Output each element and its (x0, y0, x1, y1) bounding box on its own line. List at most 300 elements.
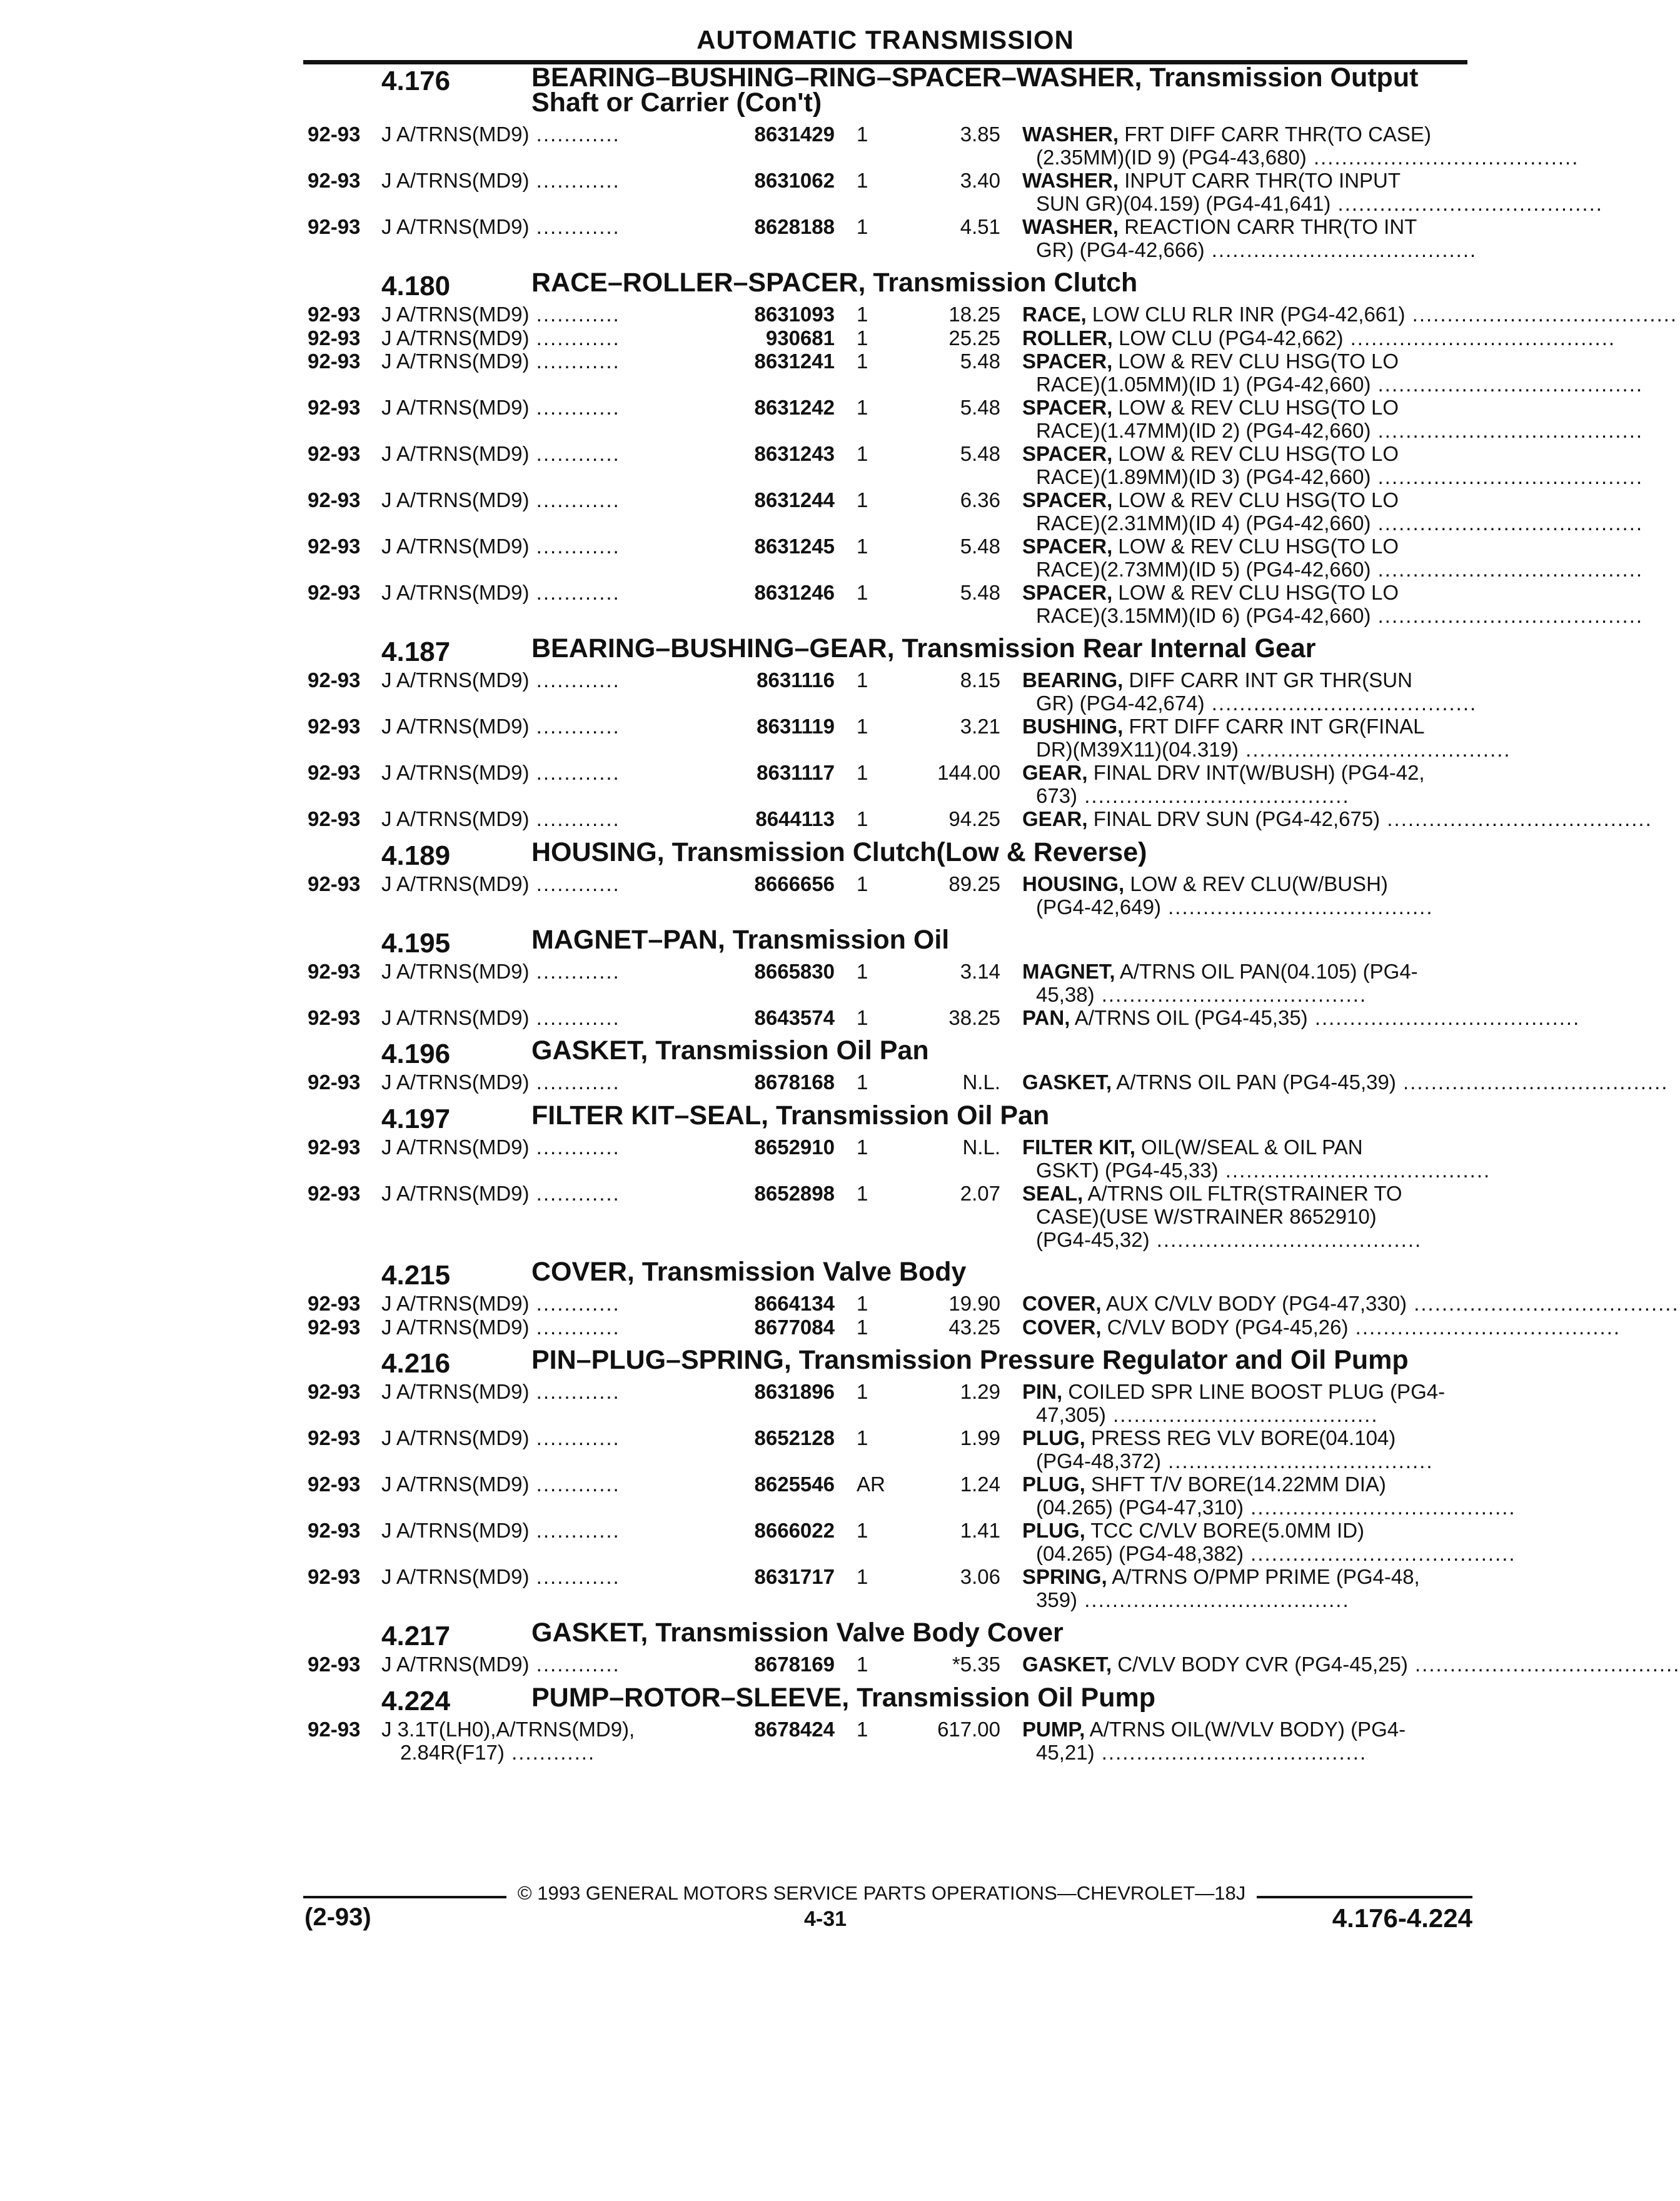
description-line (1022, 396, 1467, 419)
page-number: 4-31 (803, 1907, 847, 1931)
model-year: 92-93 (308, 1717, 361, 1741)
section-number: 4.224 (381, 1685, 451, 1716)
application-line: J A/TRNS(MD9) ............ (381, 442, 620, 465)
application-text: J A/TRNS(MD9) (381, 1292, 530, 1315)
part-number: 8665830 (754, 959, 835, 983)
description-line: RACE)(2.31MM)(ID 4) (PG4-42,660) ...................................... (1036, 511, 1644, 535)
description (1022, 715, 1511, 761)
description (1022, 1380, 1467, 1426)
application-text: 2.84R(F17) (400, 1740, 505, 1764)
application-text: J A/TRNS(MD9) (381, 872, 530, 895)
description-line: 673) ...................................... (1036, 784, 1350, 807)
application-text: J A/TRNS(MD9) (381, 959, 530, 983)
application-text: J A/TRNS(MD9) (381, 396, 530, 419)
price: N.L. (962, 1070, 1000, 1094)
description-line: GSKT) (PG4-45,33) ...................................... (1036, 1158, 1491, 1182)
description-line: RACE)(3.15MM)(ID 6) (PG4-42,660) ...................................... (1036, 604, 1644, 627)
application-line: J A/TRNS(MD9) ............ (381, 1181, 620, 1205)
application-line: J A/TRNS(MD9) ............ (381, 123, 620, 146)
description-line (1022, 535, 1467, 558)
model-year: 92-93 (308, 169, 361, 192)
application-text: J A/TRNS(MD9) (381, 350, 530, 373)
application-line: J A/TRNS(MD9) ............ (381, 807, 620, 830)
section-title (531, 268, 1469, 298)
description-text: TCC C/VLV BORE(5.0MM ID) (1090, 1519, 1365, 1542)
model-year: 92-93 (308, 1519, 361, 1542)
description-line: (04.265) (PG4-48,382) ...................................... (1036, 1542, 1516, 1565)
application-text: J A/TRNS(MD9) (381, 123, 530, 146)
description-keyword: WASHER, (1022, 215, 1119, 238)
description-line: GEAR, FINAL DRV SUN (PG4-42,675) ...................................... (1022, 807, 1652, 830)
model-year: 92-93 (308, 1181, 361, 1205)
application (381, 668, 707, 692)
description-text: OIL(W/SEAL & OIL PAN (1141, 1135, 1363, 1159)
section-number: 4.197 (381, 1103, 451, 1134)
model-year: 92-93 (308, 326, 361, 350)
description-line (1022, 872, 1467, 895)
description-line (1022, 1380, 1467, 1403)
section-title-line: COVER, Transmission Valve Body (531, 1257, 967, 1287)
description-keyword: SPACER, (1022, 581, 1113, 604)
description-keyword: PLUG, (1022, 1473, 1085, 1496)
description (1022, 396, 1644, 442)
price: 3.85 (960, 123, 1000, 146)
description (1022, 1292, 1679, 1315)
application-line: J A/TRNS(MD9) ............ (381, 1292, 620, 1315)
description-line: 45,21) ...................................... (1036, 1740, 1367, 1764)
application (381, 350, 707, 373)
description (1022, 303, 1678, 326)
description-line: COVER, C/VLV BODY (PG4-45,26) ...................................... (1022, 1315, 1621, 1339)
description-text: AUX C/VLV BODY (PG4-47,330) (1105, 1292, 1407, 1315)
part-number: 8631896 (754, 1380, 835, 1403)
application-text: J A/TRNS(MD9) (381, 807, 530, 830)
description-keyword: SPACER, (1022, 535, 1113, 558)
quantity: 1 (857, 488, 868, 511)
description-text: LOW CLU RLR INR (PG4-42,661) (1092, 303, 1406, 326)
description-text: A/TRNS OIL(W/VLV BODY) (PG4- (1089, 1717, 1406, 1741)
part-number: 8643574 (754, 1005, 835, 1029)
application (381, 169, 707, 192)
quantity: 1 (857, 1380, 868, 1403)
quantity: 1 (857, 1717, 868, 1741)
description (1022, 1565, 1467, 1611)
section-number: 4.215 (381, 1260, 451, 1291)
price: 617.00 (937, 1717, 1000, 1741)
application (381, 123, 707, 146)
description-line: GASKET, A/TRNS OIL PAN (PG4-45,39) ...................................... (1022, 1070, 1669, 1094)
price: 2.07 (960, 1181, 1000, 1205)
description-keyword: PLUG, (1022, 1426, 1085, 1449)
model-year: 92-93 (308, 442, 361, 465)
section-title-line: MAGNET–PAN, Transmission Oil (531, 924, 950, 955)
model-year: 92-93 (308, 303, 361, 326)
description (1022, 1426, 1467, 1473)
price: 1.24 (960, 1473, 1000, 1496)
description (1022, 581, 1644, 627)
description-text: CASE)(USE W/STRAINER 8652910) (1036, 1204, 1377, 1228)
model-year: 92-93 (308, 1315, 361, 1339)
description-keyword: MAGNET, (1022, 959, 1115, 983)
model-year: 92-93 (308, 1473, 361, 1496)
part-number: 8631116 (757, 668, 835, 692)
description (1022, 872, 1467, 919)
application (381, 1316, 707, 1339)
application (381, 581, 707, 604)
section-title-line: Shaft or Carrier (Con't) (531, 88, 822, 118)
application-text: J A/TRNS(MD9) (381, 303, 530, 326)
description-text: COILED SPR LINE BOOST PLUG (PG4- (1068, 1380, 1446, 1403)
model-year: 92-93 (308, 488, 361, 511)
quantity: 1 (857, 215, 868, 238)
description-text: (PG4-48,372) (1036, 1449, 1161, 1473)
description-line: (2.35MM)(ID 9) (PG4-43,680) ...................................... (1036, 146, 1579, 169)
section-title (531, 63, 1469, 118)
footer-rule-right (1257, 1896, 1472, 1898)
description-text: GR) (PG4-42,674) (1036, 692, 1205, 715)
description (1022, 1315, 1621, 1339)
description-text: RACE)(2.73MM)(ID 5) (PG4-42,660) (1036, 558, 1371, 581)
part-number: 8631429 (754, 123, 835, 146)
application-text: J A/TRNS(MD9) (381, 1519, 530, 1542)
description-keyword: GASKET, (1022, 1653, 1112, 1676)
price: 38.25 (948, 1005, 1000, 1029)
part-number: 8631243 (754, 442, 835, 465)
part-number: 8628188 (754, 215, 835, 238)
description-keyword: GEAR, (1022, 807, 1088, 830)
price: 4.51 (960, 215, 1000, 238)
description (1022, 668, 1477, 715)
page-title: AUTOMATIC TRANSMISSION (697, 25, 1074, 54)
description-keyword: SPRING, (1022, 1565, 1107, 1588)
description (1022, 1519, 1516, 1565)
section-title (531, 1345, 1469, 1375)
application-line: J A/TRNS(MD9) ............ (381, 1005, 620, 1029)
description-line (1022, 1718, 1467, 1741)
model-year: 92-93 (308, 715, 361, 738)
part-number: 8631717 (754, 1565, 835, 1588)
application-text: J A/TRNS(MD9) (381, 1380, 530, 1403)
description-line: 47,305) ...................................... (1036, 1403, 1379, 1426)
description-line (1022, 488, 1467, 511)
application (381, 807, 707, 830)
application-line: J A/TRNS(MD9) ............ (381, 215, 620, 238)
application (381, 1718, 707, 1764)
section-number: 4.195 (381, 927, 451, 959)
description-line (1022, 350, 1467, 373)
description (1022, 1653, 1680, 1676)
price: 5.48 (960, 350, 1000, 373)
model-year: 92-93 (308, 959, 361, 983)
quantity: 1 (857, 1005, 868, 1029)
model-year: 92-93 (308, 1070, 361, 1094)
application (381, 442, 707, 465)
description (1022, 761, 1467, 807)
description-text: A/TRNS OIL PAN (PG4-45,39) (1116, 1070, 1396, 1094)
price: *5.35 (952, 1653, 1000, 1676)
application (381, 488, 707, 511)
quantity: 1 (857, 123, 868, 146)
description-text: LOW & REV CLU HSG(TO LO (1118, 488, 1399, 511)
section-title-line: PUMP–ROTOR–SLEEVE, Transmission Oil Pump (531, 1682, 1156, 1713)
application-text: J A/TRNS(MD9) (381, 215, 530, 238)
application-line: J A/TRNS(MD9) ............ (381, 761, 620, 784)
model-year: 92-93 (308, 1135, 361, 1159)
description-line: GR) (PG4-42,674) ...................................... (1036, 692, 1477, 715)
model-year: 92-93 (308, 350, 361, 373)
description-text: (04.265) (PG4-48,382) (1036, 1542, 1244, 1565)
price: N.L. (962, 1135, 1000, 1159)
quantity: 1 (857, 1070, 868, 1094)
description-text: LOW & REV CLU HSG(TO LO (1118, 442, 1399, 465)
description (1022, 123, 1579, 169)
description-keyword: FILTER KIT, (1022, 1135, 1135, 1159)
description-keyword: PUMP, (1022, 1717, 1085, 1741)
quantity: 1 (857, 1292, 868, 1315)
quantity: 1 (857, 326, 868, 350)
application-text: J A/TRNS(MD9) (381, 1653, 530, 1676)
description-text: LOW & REV CLU HSG(TO LO (1118, 535, 1399, 558)
description-keyword: PLUG, (1022, 1519, 1085, 1542)
description-text: 47,305) (1036, 1403, 1106, 1426)
application-line: J A/TRNS(MD9) ............ (381, 1315, 620, 1339)
model-year: 92-93 (308, 872, 361, 895)
section-title (531, 1035, 1469, 1065)
description-keyword: WASHER, (1022, 123, 1119, 146)
description-keyword: SEAL, (1022, 1181, 1084, 1205)
quantity: 1 (857, 303, 868, 326)
description-line (1022, 215, 1467, 238)
quantity: 1 (857, 1565, 868, 1588)
description-line (1022, 169, 1467, 192)
application-text: J A/TRNS(MD9) (381, 668, 530, 692)
description-text: RACE)(1.47MM)(ID 2) (PG4-42,660) (1036, 419, 1371, 442)
application-line: J A/TRNS(MD9) ............ (381, 1135, 620, 1159)
description-text: LOW & REV CLU(W/BUSH) (1130, 872, 1388, 895)
application (381, 1070, 707, 1094)
description-line (1022, 1136, 1467, 1159)
footer-rule-left (303, 1896, 506, 1898)
model-year: 92-93 (308, 761, 361, 784)
quantity: 1 (857, 959, 868, 983)
description-text: LOW & REV CLU HSG(TO LO (1118, 350, 1399, 373)
application-text: J A/TRNS(MD9) (381, 1070, 530, 1094)
application-line: J A/TRNS(MD9) ............ (381, 396, 620, 419)
quantity: 1 (857, 581, 868, 604)
description-line: (04.265) (PG4-47,310) ...................................... (1036, 1496, 1516, 1519)
description-text: GSKT) (PG4-45,33) (1036, 1158, 1219, 1182)
description (1022, 169, 1603, 215)
model-year: 92-93 (308, 1426, 361, 1449)
description-text: A/TRNS OIL (PG4-45,35) (1074, 1005, 1308, 1029)
price: 5.48 (960, 535, 1000, 558)
price: 1.41 (960, 1519, 1000, 1542)
description-line: RACE)(2.73MM)(ID 5) (PG4-42,660) ...................................... (1036, 558, 1644, 581)
description-text: FINAL DRV SUN (PG4-42,675) (1093, 807, 1381, 830)
description-keyword: SPACER, (1022, 396, 1113, 419)
application (381, 215, 707, 238)
part-number: 8631117 (757, 761, 835, 784)
application-text: J A/TRNS(MD9) (381, 1315, 530, 1339)
description-line: (PG4-42,649) ...................................... (1036, 895, 1434, 919)
section-number: 4.189 (381, 840, 451, 871)
application (381, 1473, 707, 1496)
quantity: 1 (857, 1519, 868, 1542)
description-keyword: SPACER, (1022, 442, 1113, 465)
description-keyword: COVER, (1022, 1292, 1102, 1315)
part-number: 8678168 (754, 1070, 835, 1094)
application-line: J A/TRNS(MD9) ............ (381, 169, 620, 192)
application-line: J A/TRNS(MD9) ............ (381, 581, 620, 604)
description-text: SUN GR)(04.159) (PG4-41,641) (1036, 192, 1331, 215)
description-text: (PG4-42,649) (1036, 895, 1161, 919)
application-line: J A/TRNS(MD9) ............ (381, 1380, 620, 1403)
application (381, 715, 707, 738)
description (1022, 442, 1644, 488)
model-year: 92-93 (308, 535, 361, 558)
application-text: J A/TRNS(MD9) (381, 535, 530, 558)
description-text: 45,21) (1036, 1740, 1095, 1764)
description-line: COVER, AUX C/VLV BODY (PG4-47,330) ...................................... (1022, 1292, 1679, 1315)
model-year: 92-93 (308, 668, 361, 692)
application-line: J A/TRNS(MD9) ............ (381, 535, 620, 558)
part-number: 8652898 (754, 1181, 835, 1205)
description (1022, 1718, 1467, 1764)
quantity: 1 (857, 807, 868, 830)
application-line: J A/TRNS(MD9) ............ (381, 715, 620, 738)
application (381, 960, 707, 983)
price: 25.25 (948, 326, 1000, 350)
application (381, 535, 707, 558)
description-keyword: COVER, (1022, 1315, 1102, 1339)
quantity: 1 (857, 761, 868, 784)
model-year: 92-93 (308, 1565, 361, 1588)
description-text: REACTION CARR THR(TO INT (1124, 215, 1417, 238)
model-year: 92-93 (308, 581, 361, 604)
description-keyword: PAN, (1022, 1005, 1070, 1029)
price: 89.25 (948, 872, 1000, 895)
description-text: 45,38) (1036, 982, 1095, 1006)
section-title (531, 633, 1469, 663)
description (1022, 1182, 1467, 1251)
description-line (1022, 1473, 1467, 1496)
description-line (1022, 668, 1467, 692)
price: 144.00 (937, 761, 1000, 784)
description-keyword: BUSHING, (1022, 715, 1124, 738)
application-line: J A/TRNS(MD9) ............ (381, 1473, 620, 1496)
description-text: C/VLV BODY (PG4-45,26) (1107, 1315, 1349, 1339)
application-line: J A/TRNS(MD9) ............ (381, 488, 620, 511)
description-text: FRT DIFF CARR THR(TO CASE) (1124, 123, 1431, 146)
application-text: J A/TRNS(MD9) (381, 169, 530, 192)
description-line (1022, 1565, 1467, 1588)
model-year: 92-93 (308, 1292, 361, 1315)
quantity: 1 (857, 1181, 868, 1205)
application (381, 872, 707, 895)
section-title (531, 1618, 1469, 1648)
description-text: A/TRNS O/PMP PRIME (PG4-48, (1112, 1565, 1420, 1588)
application-text: J A/TRNS(MD9) (381, 1135, 530, 1159)
part-number: 8631244 (754, 488, 835, 511)
quantity: 1 (857, 1135, 868, 1159)
description-keyword: GEAR, (1022, 761, 1088, 784)
description-text: RACE)(1.89MM)(ID 3) (PG4-42,660) (1036, 465, 1371, 488)
application (381, 1653, 707, 1676)
description-text: LOW & REV CLU HSG(TO LO (1118, 581, 1399, 604)
application-text: J A/TRNS(MD9) (381, 581, 530, 604)
description-line (1022, 1205, 1467, 1228)
section-number: 4.217 (381, 1621, 451, 1651)
part-number: 8652910 (754, 1135, 835, 1159)
description-line: RACE)(1.47MM)(ID 2) (PG4-42,660) ...................................... (1036, 419, 1644, 442)
section-title-line: HOUSING, Transmission Clutch(Low & Reverse) (531, 837, 1147, 867)
model-year: 92-93 (308, 1653, 361, 1676)
description (1022, 350, 1644, 396)
application-text: J 3.1T(LH0),A/TRNS(MD9), (381, 1717, 635, 1741)
part-number: 930681 (765, 326, 835, 350)
part-number: 8666022 (754, 1519, 835, 1542)
part-number: 8631062 (754, 169, 835, 192)
application-text: J A/TRNS(MD9) (381, 326, 530, 350)
description-line (1022, 1426, 1467, 1449)
part-number: 8678169 (754, 1653, 835, 1676)
description-text: (2.35MM)(ID 9) (PG4-43,680) (1036, 146, 1307, 169)
description-text: FRT DIFF CARR INT GR(FINAL (1129, 715, 1425, 738)
model-year: 92-93 (308, 1380, 361, 1403)
description-keyword: PIN, (1022, 1380, 1063, 1403)
description-line (1022, 715, 1467, 738)
description-line (1022, 960, 1467, 983)
price: 19.90 (948, 1292, 1000, 1315)
description (1022, 488, 1644, 535)
description-keyword: GASKET, (1022, 1070, 1112, 1094)
price: 5.48 (960, 396, 1000, 419)
model-year: 92-93 (308, 1005, 361, 1029)
price: 5.48 (960, 442, 1000, 465)
description (1022, 1070, 1669, 1094)
section-title (531, 924, 1469, 955)
description-keyword: SPACER, (1022, 488, 1113, 511)
part-number: 8631119 (757, 715, 835, 738)
application-text: J A/TRNS(MD9) (381, 1565, 530, 1588)
application-line: J A/TRNS(MD9) ............ (381, 872, 620, 895)
description-text: FINAL DRV INT(W/BUSH) (PG4-42, (1093, 761, 1425, 784)
quantity: 1 (857, 442, 868, 465)
description-text: RACE)(1.05MM)(ID 1) (PG4-42,660) (1036, 373, 1371, 396)
price: 3.40 (960, 169, 1000, 192)
quantity: AR (857, 1473, 885, 1496)
price: 3.06 (960, 1565, 1000, 1588)
description-line: 45,38) ...................................... (1036, 982, 1367, 1006)
quantity: 1 (857, 715, 868, 738)
description (1022, 1473, 1516, 1519)
part-number: 8631242 (754, 396, 835, 419)
section-number: 4.216 (381, 1348, 451, 1379)
section-title-line: GASKET, Transmission Valve Body Cover (531, 1618, 1064, 1648)
section-title (531, 1100, 1469, 1131)
quantity: 1 (857, 1426, 868, 1449)
description-line: ROLLER, LOW CLU (PG4-42,662) ...................................... (1022, 326, 1616, 350)
copyright-notice: © 1993 GENERAL MOTORS SERVICE PARTS OPERATIONS—CHEVROLET—18J (517, 1882, 1246, 1904)
description (1022, 535, 1644, 581)
model-year: 92-93 (308, 123, 361, 146)
description-line: 359) ...................................... (1036, 1588, 1350, 1611)
description-line: (PG4-48,372) ...................................... (1036, 1449, 1434, 1473)
description-text: LOW & REV CLU HSG(TO LO (1118, 396, 1399, 419)
description-keyword: SPACER, (1022, 350, 1113, 373)
application (381, 1380, 707, 1403)
description (1022, 215, 1477, 261)
